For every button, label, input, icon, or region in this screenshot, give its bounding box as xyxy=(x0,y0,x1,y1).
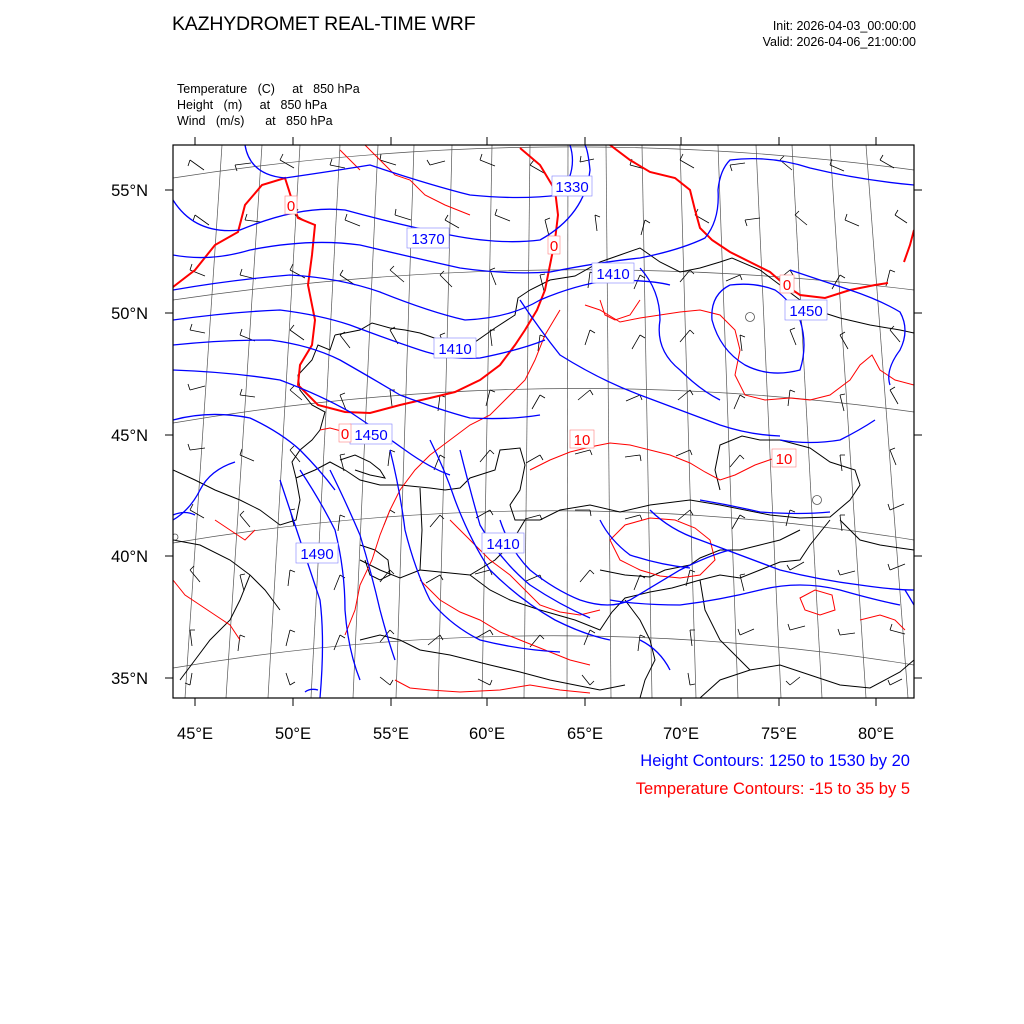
temperature-label xyxy=(548,236,560,255)
height-label-text: 1450 xyxy=(354,427,388,444)
temperature-label xyxy=(339,424,351,443)
temperature-label xyxy=(772,449,796,468)
temperature-label xyxy=(780,275,794,294)
lon-label: 60°E xyxy=(469,725,505,743)
height-label xyxy=(592,263,634,283)
height-contour-labels xyxy=(296,176,827,563)
temperature-label-text: 10 xyxy=(573,432,591,449)
temperature-contour-legend: Temperature Contours: -15 to 35 by 5 xyxy=(635,780,910,798)
temperature-label-text: 0 xyxy=(340,426,350,443)
height-label-text: 1490 xyxy=(300,546,334,563)
field-temperature: Temperature (C) at 850 hPa xyxy=(177,82,360,96)
lon-label: 45°E xyxy=(177,725,213,743)
temperature-label-text: 10 xyxy=(775,451,793,468)
lat-label: 45°N xyxy=(111,427,148,445)
height-label-text: 1450 xyxy=(789,303,823,320)
temperature-label-text: 0 xyxy=(782,277,792,294)
height-label xyxy=(296,543,338,563)
longitude-labels xyxy=(177,725,894,743)
lat-label: 35°N xyxy=(111,670,148,688)
valid-time: Valid: 2026-04-06_21:00:00 xyxy=(762,35,916,49)
graticule xyxy=(173,145,914,698)
temperature-label xyxy=(570,430,594,449)
height-label xyxy=(785,300,827,320)
height-label xyxy=(482,533,524,553)
height-label xyxy=(552,176,592,196)
height-label xyxy=(434,338,476,358)
height-label-text: 1410 xyxy=(438,341,472,358)
init-time: Init: 2026-04-03_00:00:00 xyxy=(772,19,916,33)
field-wind: Wind (m/s) at 850 hPa xyxy=(177,114,333,128)
lon-label: 55°E xyxy=(373,725,409,743)
height-label xyxy=(407,228,449,248)
height-label xyxy=(350,424,392,444)
lon-label: 75°E xyxy=(761,725,797,743)
temperature-label xyxy=(285,196,297,215)
lon-label: 65°E xyxy=(567,725,603,743)
height-label-text: 1370 xyxy=(411,231,445,248)
lon-label: 70°E xyxy=(663,725,699,743)
lon-label: 50°E xyxy=(275,725,311,743)
lon-label: 80°E xyxy=(858,725,894,743)
height-label-text: 1410 xyxy=(596,266,630,283)
lat-label: 50°N xyxy=(111,305,148,323)
height-label-text: 1410 xyxy=(486,536,520,553)
latitude-labels xyxy=(111,182,148,688)
field-height: Height (m) at 850 hPa xyxy=(177,98,328,112)
axis-ticks xyxy=(165,137,922,706)
wind-barbs xyxy=(185,154,907,685)
lat-label: 40°N xyxy=(111,548,148,566)
temperature-label-text: 0 xyxy=(286,198,296,215)
map-title: KAZHYDROMET REAL-TIME WRF xyxy=(172,13,476,35)
height-contour-legend: Height Contours: 1250 to 1530 by 20 xyxy=(640,752,910,770)
height-label-text: 1330 xyxy=(555,179,589,196)
lat-label: 55°N xyxy=(111,182,148,200)
temperature-label-text: 0 xyxy=(549,238,559,255)
